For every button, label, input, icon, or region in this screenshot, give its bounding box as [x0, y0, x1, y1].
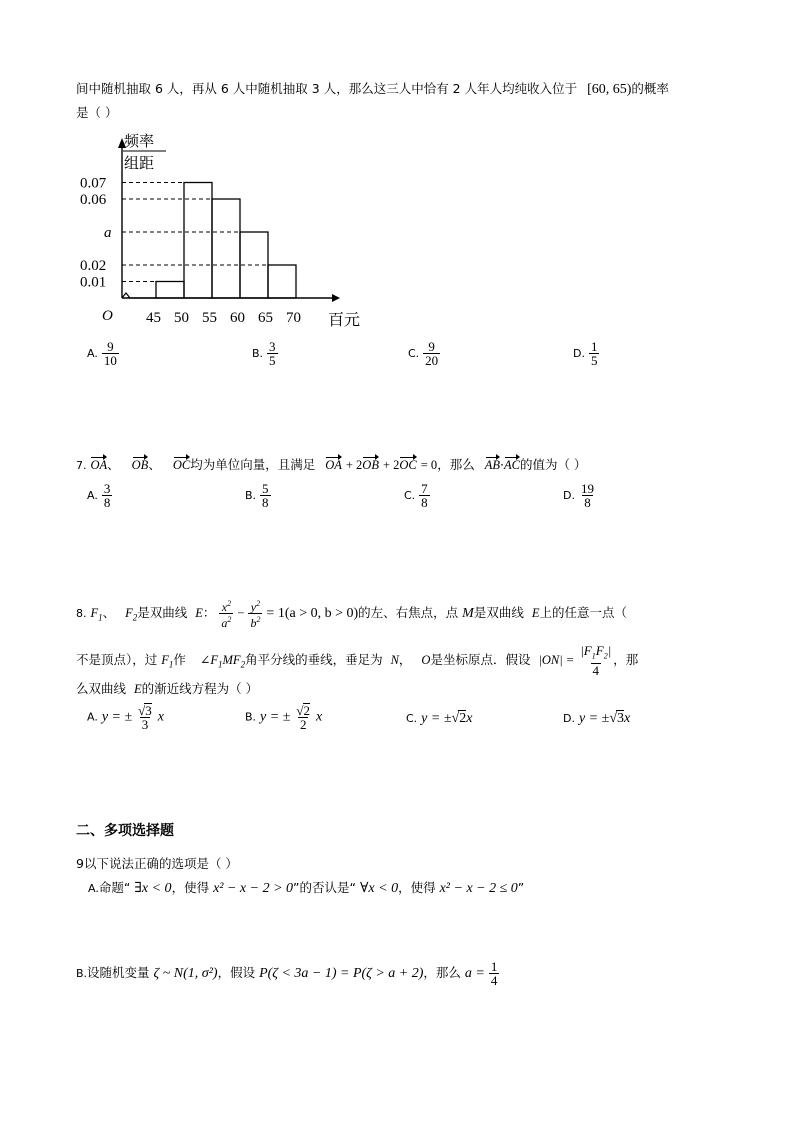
separator: 、: [107, 457, 120, 472]
q9-a-text5: ”: [517, 880, 525, 895]
option-label: C.: [406, 712, 418, 725]
axis-break: [122, 293, 156, 298]
x-axis-arrow: [332, 294, 340, 302]
q9-a-math4: x² − x − 2 ≤ 0: [439, 881, 518, 896]
angle-f1mf2: $\angle F_1MF_2$: [199, 652, 246, 670]
q6-option-c[interactable]: [408, 340, 440, 367]
x-axis-label: 百元: [328, 312, 361, 328]
option-fraction: $\frac{√2}{2}$: [296, 703, 311, 732]
q8-line1: [76, 598, 627, 629]
y-tick-label: 0.01: [80, 274, 107, 291]
histogram-bar: [212, 199, 240, 298]
option-math: y = ±: [101, 709, 133, 725]
q9-a-math3: ∀x < 0: [359, 881, 399, 896]
y-tick-label: 0.06: [80, 192, 107, 208]
x2-over-a2: $\frac{x^2}{a^2}$: [221, 599, 232, 630]
plus-2: + 2: [345, 458, 363, 472]
option-radicand: 2: [459, 711, 467, 726]
e-symbol-3: E: [134, 682, 142, 696]
q9-a-text4: ，使得: [398, 880, 436, 895]
option-x: x: [157, 709, 164, 725]
q8-option-a[interactable]: [87, 703, 164, 731]
option-fraction: $\frac{3}{8}$: [103, 481, 111, 510]
q7-text2: ，那么: [437, 457, 475, 472]
option-label: B.: [245, 489, 257, 502]
q9-b-text2: ，假设: [217, 965, 256, 980]
q8-option-b[interactable]: [245, 703, 322, 731]
option-fraction: $\frac{5}{8}$: [262, 481, 269, 510]
on-abs: |ON| =: [538, 652, 575, 667]
q6-text: 间中随机抽取 6 人，再从 6 人中随机抽取 3 人，那么这三人中恰有 2 人年人均纯收入位于: [76, 81, 578, 96]
option-x: x: [316, 709, 323, 725]
q6-interval: [60, 65): [587, 82, 632, 97]
q6-line1: [76, 79, 669, 98]
q8-text-2c: 角平分线的垂线，垂足为: [245, 651, 383, 667]
colon: ：: [202, 605, 216, 620]
q8-text-3b: 的渐近线方程为（ ）: [141, 681, 259, 696]
q7-option-a[interactable]: [87, 482, 112, 509]
q8-text-any: 是双曲线: [473, 605, 524, 620]
q9-stem: 9以下说法正确的选项是（ ）: [76, 856, 238, 871]
q7-option-c[interactable]: [404, 482, 430, 509]
f1f2-over-4: $\frac{|F_1F_2|}{4}$: [580, 643, 612, 678]
q8-text-any2: 上的任意一点（: [539, 605, 627, 620]
plus-2b: + 2: [382, 458, 400, 472]
q6-option-a[interactable]: [87, 340, 119, 367]
histogram-bar: [268, 265, 296, 298]
vector-ob-2: OB: [362, 458, 379, 472]
y-label-denominator: 组距: [124, 156, 155, 172]
option-label: C.: [408, 347, 420, 360]
histogram-bar: [184, 183, 212, 299]
f1-symbol-2: $F_1$: [161, 652, 174, 670]
q7-stem: [76, 455, 586, 473]
y-tick-label: a: [104, 225, 112, 241]
option-fraction: $\frac{7}{8}$: [421, 481, 428, 510]
q9-b-fraction: $\frac{1}{4}$: [490, 959, 498, 988]
option-x: x: [466, 711, 473, 726]
y-tick-label: 0.07: [80, 175, 107, 192]
q6-option-b[interactable]: [252, 340, 278, 367]
separator: 、: [148, 457, 161, 472]
q7-number: 7.: [76, 459, 87, 472]
option-fraction: $\frac{1}{5}$: [590, 339, 598, 368]
y-label-numerator: 频率: [124, 134, 155, 150]
option-label: D.: [573, 347, 585, 360]
q8-text-foci: 的左、右焦点，点: [358, 605, 459, 620]
comma: ，: [398, 651, 412, 667]
histogram-bar: [156, 282, 184, 299]
option-label: B.: [245, 710, 257, 724]
q7-text1: 均为单位向量，且满足: [190, 457, 316, 472]
vector-oc: OC: [172, 458, 191, 472]
e-symbol-2: E: [531, 606, 540, 620]
option-radicand: 3: [617, 711, 624, 726]
option-x: x: [624, 711, 631, 726]
q9-a-text3: ”的否认是“: [293, 880, 356, 895]
q8-line3: [76, 679, 258, 697]
m-symbol: M: [462, 606, 474, 621]
e-symbol: E: [195, 606, 203, 620]
q8-option-c[interactable]: [406, 710, 472, 727]
q9-b-math3: a =: [464, 966, 485, 981]
option-label: A.: [87, 710, 98, 724]
option-math: y = ±: [578, 711, 610, 726]
option-fraction: $\frac{3}{5}$: [269, 339, 276, 368]
f2-symbol: $F_2$: [125, 606, 138, 623]
q9-b-math1: ζ ~ N(1, σ²): [153, 966, 218, 981]
q7-text3: 的值为（ ）: [519, 457, 587, 472]
option-label: D.: [563, 489, 575, 502]
q9-a-text1: 命题“: [98, 880, 131, 895]
section-title: 二、多项选择题: [76, 823, 174, 839]
vector-oc-2: OC: [399, 458, 417, 472]
x-tick-label: 70: [286, 310, 301, 326]
minus: −: [237, 606, 245, 620]
q6-line2: 是（ ）: [76, 105, 118, 120]
option-label: C.: [404, 489, 416, 502]
q8-text-3a: 么双曲线: [76, 681, 127, 696]
q9-option-a[interactable]: [88, 878, 524, 897]
q8-text-2e: ，那: [613, 651, 639, 667]
x-tick-label: 45: [146, 310, 161, 326]
vector-oa: OA: [90, 458, 108, 472]
q9-a-text2: ，使得: [171, 880, 210, 895]
q7-option-d[interactable]: [563, 482, 596, 509]
option-label: B.: [76, 967, 88, 980]
option-fraction: $\frac{9}{20}$: [425, 339, 439, 368]
equals-zero: = 0: [420, 458, 438, 472]
vector-ab: AB: [484, 458, 500, 472]
sqrt-sign: √: [451, 711, 460, 726]
option-label: A.: [87, 347, 98, 360]
q9-a-math1: ∃x < 0: [134, 881, 172, 896]
origin-label: O: [102, 308, 113, 324]
q8-line2: [76, 644, 638, 677]
equation-rest: = 1(a > 0, b > 0): [266, 606, 359, 621]
n-symbol: N: [390, 652, 399, 667]
y2-over-b2: $\frac{y^2}{b^2}$: [250, 599, 261, 630]
x-tick-label: 60: [230, 310, 245, 326]
q8-option-d[interactable]: [563, 710, 630, 727]
q6-text-end: 的概率: [631, 81, 669, 96]
separator: 、: [102, 605, 116, 620]
histogram-chart: [76, 128, 376, 328]
q8-number: 8.: [76, 607, 87, 620]
q9-option-b[interactable]: [76, 960, 499, 987]
q9-b-text1: 设随机变量: [87, 965, 150, 980]
dot-op: ·: [499, 457, 504, 472]
sqrt-sign: √: [609, 711, 617, 726]
q8-text-2b: 作: [173, 651, 186, 667]
option-math: y = ±: [260, 709, 291, 725]
option-label: A.: [88, 882, 99, 895]
y-tick-label: 0.02: [80, 258, 107, 274]
q7-option-b[interactable]: [245, 482, 271, 509]
x-tick-label: 55: [202, 310, 217, 326]
f1-symbol: $F_1$: [90, 606, 103, 623]
option-math: y = ±: [421, 711, 452, 726]
option-label: A.: [87, 489, 98, 502]
option-label: D.: [563, 712, 575, 725]
option-fraction: $\frac{19}{8}$: [580, 481, 594, 510]
x-tick-label: 65: [258, 310, 273, 326]
q8-text-2d: 是坐标原点．假设: [430, 651, 531, 667]
vector-ob: OB: [131, 458, 149, 472]
q8-text-hyper: 是双曲线: [137, 605, 188, 620]
vector-ac: AC: [503, 458, 520, 472]
q8-text-2a: 不是顶点），过: [76, 651, 158, 667]
x-tick-label: 50: [174, 310, 189, 326]
option-label: B.: [252, 347, 264, 360]
q9-b-text3: ，那么: [423, 965, 461, 980]
vector-oa-2: OA: [325, 458, 342, 472]
q9-a-math2: x² − x − 2 > 0: [213, 881, 294, 896]
option-fraction: $\frac{√3}{3}$: [138, 703, 152, 732]
option-fraction: $\frac{9}{10}$: [103, 339, 117, 368]
q6-option-d[interactable]: [573, 340, 599, 367]
o-symbol: O: [421, 652, 431, 667]
q9-b-math2: P(ζ < 3a − 1) = P(ζ > a + 2): [259, 966, 424, 981]
